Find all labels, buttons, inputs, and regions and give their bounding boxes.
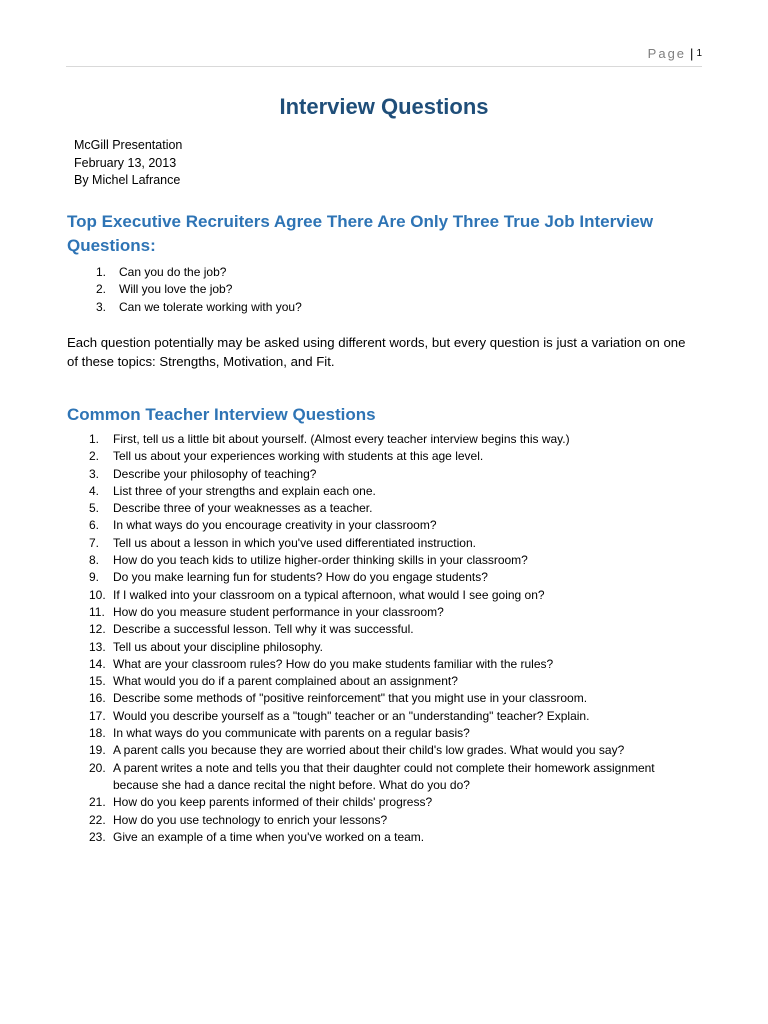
list-number: 2. — [89, 449, 100, 464]
list-text: List three of your strengths and explain each one. — [113, 483, 376, 498]
page-separator: | — [690, 46, 694, 61]
list-number: 19. — [89, 743, 106, 758]
list-number: 22. — [89, 812, 106, 827]
list-number: 2. — [96, 282, 107, 297]
list-item — [67, 812, 697, 829]
list-text: Describe your philosophy of teaching? — [113, 466, 317, 481]
list-item — [67, 673, 697, 690]
list-text: How do you measure student performance in your classroom? — [113, 604, 444, 619]
list-item — [67, 587, 697, 604]
list-item — [67, 760, 697, 795]
list-text: Tell us about your experiences working with students at this age level. — [113, 449, 484, 464]
list-text: What would you do if a parent complained about an assignment? — [113, 674, 458, 689]
list-number: 3. — [89, 466, 100, 481]
meta-presentation: McGill Presentation — [74, 138, 183, 152]
list-item — [67, 690, 697, 707]
list-number: 1. — [89, 432, 100, 446]
topics-paragraph: Each question potentially may be asked using different words, but every question is just a variation on one of these topics: Strengths, Motivation, and Fit. — [67, 335, 686, 369]
list-item — [67, 656, 697, 673]
list-text: Describe some methods of "positive reinforcement" that you might use in your classroom. — [113, 691, 588, 706]
list-number: 5. — [89, 501, 100, 516]
list-item — [75, 264, 302, 281]
list-text: In what ways do you communicate with parents on a regular basis? — [113, 726, 470, 741]
list-text: Tell us about a lesson in which you've used differentiated instruction. — [113, 535, 476, 550]
list-number: 23. — [89, 829, 106, 844]
list-text: Do you make learning fun for students? How do you engage students? — [113, 570, 488, 585]
page-header — [648, 46, 702, 61]
list-text: A parent writes a note and tells you that their daughter could not complete their homework assignment because she had a dance recital the night before. What do you do? — [113, 760, 655, 792]
document-meta — [74, 137, 182, 190]
list-text: How do you use technology to enrich your lessons? — [113, 812, 388, 827]
teacher-questions-list — [67, 431, 697, 846]
three-questions-list — [75, 264, 302, 316]
list-text: Would you describe yourself as a "tough" teacher or an "understanding" teacher? Explain. — [113, 708, 590, 723]
list-number: 16. — [89, 691, 106, 706]
list-text: What are your classroom rules? How do you make students familiar with the rules? — [113, 656, 554, 671]
list-number: 21. — [89, 795, 106, 810]
list-item — [67, 639, 697, 656]
list-number: 18. — [89, 726, 106, 741]
header-divider — [66, 66, 702, 67]
list-item — [67, 431, 697, 448]
meta-date: February 13, 2013 — [74, 155, 177, 170]
list-text: In what ways do you encourage creativity in your classroom? — [113, 518, 437, 533]
list-item — [67, 604, 697, 621]
list-item — [67, 829, 697, 846]
list-item — [67, 517, 697, 534]
list-number: 10. — [89, 587, 106, 602]
list-item — [67, 742, 697, 759]
list-text: Describe three of your weaknesses as a teacher. — [113, 501, 373, 516]
list-number: 15. — [89, 674, 106, 689]
list-text: Describe a successful lesson. Tell why it was successful. — [113, 622, 414, 637]
list-item — [75, 281, 302, 298]
list-item — [67, 708, 697, 725]
list-item — [67, 466, 697, 483]
list-number: 3. — [96, 299, 107, 314]
list-number: 8. — [89, 553, 100, 568]
list-number: 11. — [89, 604, 105, 619]
list-number: 14. — [89, 656, 106, 671]
list-number: 12. — [89, 622, 106, 637]
list-item — [67, 483, 697, 500]
list-item — [67, 500, 697, 517]
list-text: How do you teach kids to utilize higher-order thinking skills in your classroom? — [113, 553, 528, 568]
list-number: 13. — [89, 639, 106, 654]
meta-author: By Michel Lafrance — [74, 173, 181, 187]
list-item — [67, 569, 697, 586]
page-number: 1 — [696, 48, 702, 59]
list-item — [67, 448, 697, 465]
section-heading-teacher: Common Teacher Interview Questions — [67, 405, 376, 424]
list-text: How do you keep parents informed of their childs' progress? — [113, 795, 433, 810]
list-text: A parent calls you because they are worried about their child's low grades. What would you say? — [113, 743, 625, 758]
page-label: Page — [647, 46, 687, 61]
list-text: Give an example of a time when you've worked on a team. — [113, 829, 425, 844]
list-item — [75, 299, 302, 316]
list-item — [67, 621, 697, 638]
document-title: Interview Questions — [279, 94, 489, 119]
list-number: 4. — [89, 483, 100, 498]
section-heading-recruiters: Top Executive Recruiters Agree There Are Only Three True Job Interview Questions: — [67, 212, 654, 255]
list-number: 1. — [96, 265, 107, 279]
list-text: If I walked into your classroom on a typical afternoon, what would I see going on? — [113, 587, 545, 602]
list-text: Tell us about your discipline philosophy. — [113, 639, 323, 654]
list-number: 20. — [89, 760, 106, 775]
list-text: First, tell us a little bit about yourself. (Almost every teacher interview begins this way.) — [113, 432, 570, 446]
list-text: Will you love the job? — [119, 282, 233, 297]
list-item — [67, 725, 697, 742]
list-item — [67, 535, 697, 552]
list-number: 6. — [89, 518, 100, 533]
list-text: Can we tolerate working with you? — [119, 299, 302, 314]
list-item — [67, 794, 697, 811]
list-text: Can you do the job? — [119, 265, 227, 279]
list-number: 9. — [89, 570, 100, 585]
list-number: 17. — [89, 708, 106, 723]
list-number: 7. — [89, 535, 100, 550]
list-item — [67, 552, 697, 569]
